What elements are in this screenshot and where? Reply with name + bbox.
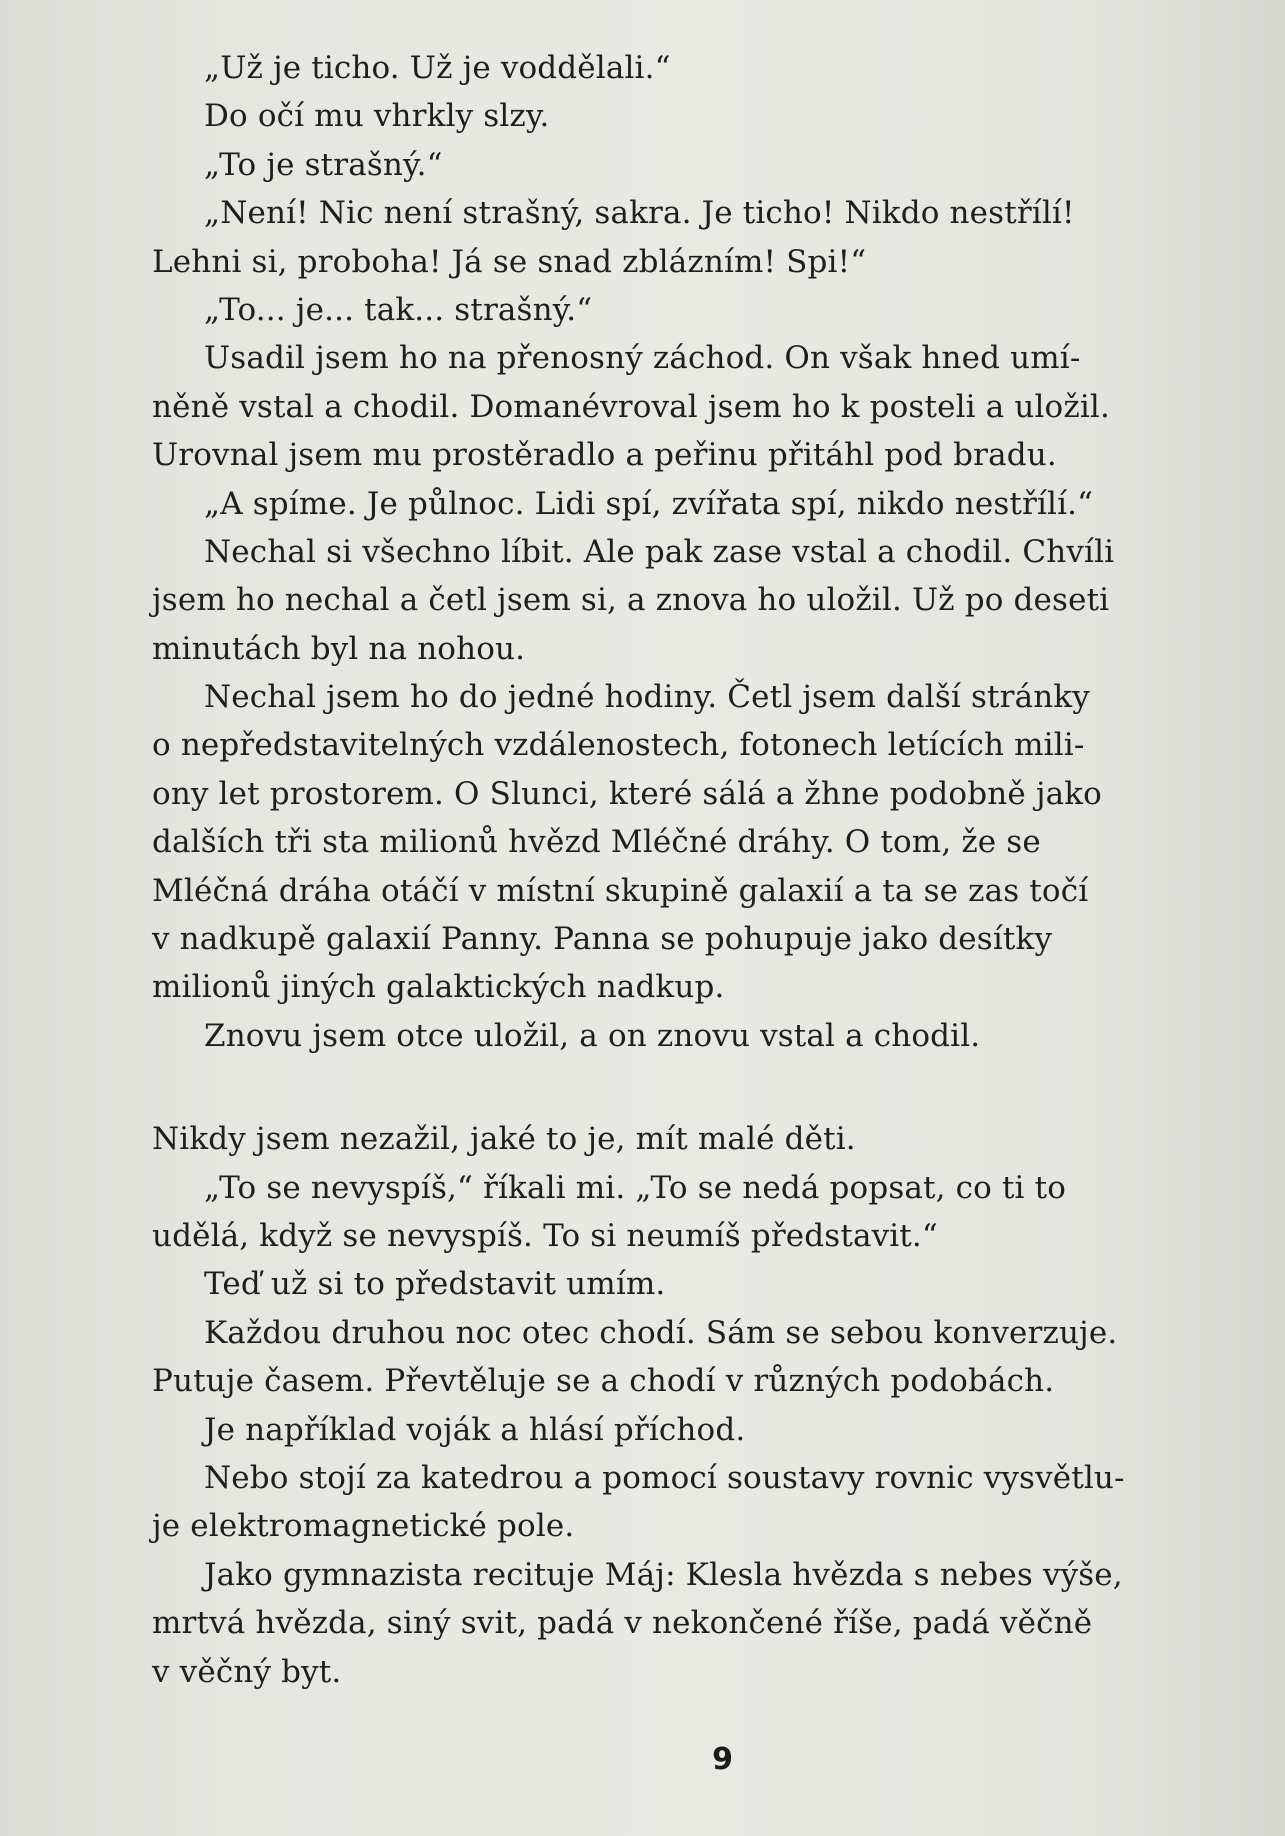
- text-line: dalších tři sta milionů hvězd Mléčné dráhy. O tom, že se: [152, 824, 1041, 861]
- text-line: Urovnal jsem mu prostěradlo a peřinu přitáhl pod bradu.: [152, 437, 1057, 474]
- text-line: „Není! Nic není strašný, sakra. Je ticho! Nikdo nestřílí!: [204, 195, 1075, 232]
- text-line: Jako gymnazista recituje Máj: Klesla hvězda s nebes výše,: [204, 1556, 1123, 1593]
- text-line: Mléčná dráha otáčí v místní skupině galaxií a ta se zas točí: [152, 872, 1089, 909]
- text-line: v nadkupě galaxií Panny. Panna se pohupuje jako desítky: [152, 921, 1053, 958]
- text-line: Do očí mu vhrkly slzy.: [204, 98, 550, 135]
- text-line: milionů jiných galaktických nadkup.: [152, 969, 725, 1006]
- text-line: „To... je... tak... strašný.“: [204, 291, 593, 328]
- text-line: jsem ho nechal a četl jsem si, a znova ho uložil. Už po deseti: [152, 582, 1110, 619]
- text-line: „To je strašný.“: [204, 146, 443, 183]
- text-line: „Už je ticho. Už je voddělali.“: [204, 50, 671, 86]
- text-line: něně vstal a chodil. Domanévroval jsem ho k posteli a uložil.: [152, 388, 1110, 425]
- text-line: mrtvá hvězda, siný svit, padá v nekončené říše, padá věčně: [152, 1605, 1093, 1642]
- text-line: ony let prostorem. O Slunci, které sálá a žhne podobně jako: [152, 775, 1102, 812]
- text-line: „To se nevyspíš,“ říkali mi. „To se nedá popsat, co ti to: [204, 1169, 1067, 1206]
- text-line: Teď už si to představit umím.: [204, 1266, 666, 1303]
- text-line: udělá, když se nevyspíš. To si neumíš představit.“: [152, 1217, 938, 1254]
- text-line: v věčný byt.: [152, 1653, 342, 1690]
- text-line: Putuje časem. Převtěluje se a chodí v různých podobách.: [152, 1363, 1055, 1400]
- text-line: je elektromagnetické pole.: [152, 1508, 575, 1545]
- text-line: Nebo stojí za katedrou a pomocí soustavy rovnic vysvětlu-: [204, 1459, 1125, 1496]
- page-number: 9: [712, 1742, 733, 1777]
- section-break: [152, 1060, 1244, 1115]
- text-line: Nechal si všechno líbit. Ale pak zase vstal a chodil. Chvíli: [204, 533, 1115, 570]
- text-line: Nikdy jsem nezažil, jaké to je, mít malé děti.: [152, 1121, 856, 1158]
- body-text: [152, 44, 1244, 1696]
- text-line: Usadil jsem ho na přenosný záchod. On však hned umí-: [204, 340, 1081, 377]
- text-line: „A spíme. Je půlnoc. Lidi spí, zvířata spí, nikdo nestřílí.“: [204, 485, 1094, 522]
- text-line: Nechal jsem ho do jedné hodiny. Četl jsem další stránky: [204, 679, 1090, 716]
- text-line: minutách byl na nohou.: [152, 630, 526, 667]
- text-line: Je například voják a hlásí příchod.: [204, 1411, 746, 1448]
- text-line: Znovu jsem otce uložil, a on znovu vstal a chodil.: [204, 1017, 981, 1054]
- text-line: Lehni si, proboha! Já se snad zblázním! Spi!“: [152, 243, 867, 280]
- text-line: o nepředstavitelných vzdálenostech, fotonech letících mili-: [152, 727, 1085, 764]
- text-line: Každou druhou noc otec chodí. Sám se sebou konverzuje.: [204, 1314, 1118, 1351]
